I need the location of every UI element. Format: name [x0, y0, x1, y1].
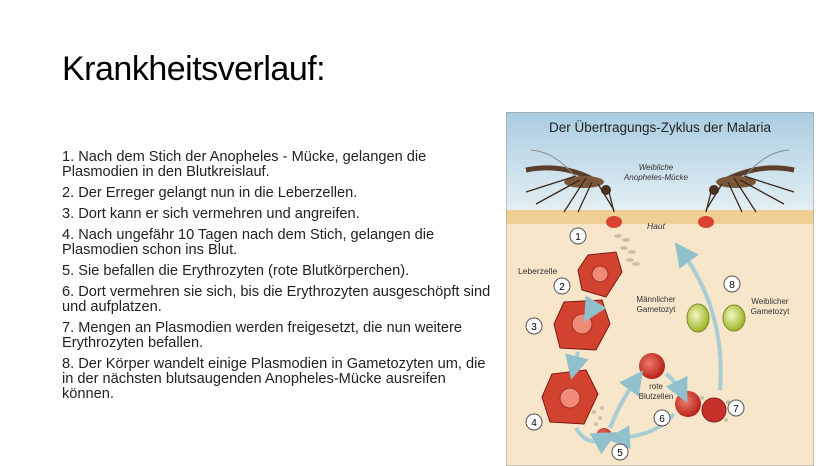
step-1: 1. Nach dem Stich der Anopheles - Mücke, gelangen die Plasmodien in den Blutkreislauf. [62, 149, 427, 180]
malaria-cycle-figure [506, 112, 814, 466]
liver-label: Leberzelle [518, 266, 558, 276]
rbc-group-top [639, 353, 665, 379]
step-6: 6. Dort vermehren sie sich, bis die Erythrozyten ausgeschöpft sind und aufplatzen. [62, 284, 491, 315]
step-3: 3. Dort kann er sich vermehren und angreifen. [62, 206, 360, 222]
male-label-line2: Gametozyt [636, 305, 676, 314]
female-gametocyte-icon [723, 305, 745, 331]
male-gametocyte-icon [687, 304, 709, 332]
mosquito-label-line1: Weibliche [638, 163, 674, 172]
female-label-line1: Weiblicher [751, 297, 789, 306]
svg-text:1: 1 [575, 232, 581, 243]
rbc-label-line1: rote [649, 382, 663, 391]
svg-text:3: 3 [531, 322, 537, 333]
svg-text:7: 7 [733, 404, 739, 415]
mosquito-label-line2: Anopheles-Mücke [623, 173, 689, 182]
skin-label: Haut [647, 221, 665, 231]
badge-6 [654, 410, 670, 426]
badge-5 [612, 444, 628, 460]
svg-text:5: 5 [617, 448, 623, 459]
step-4: 4. Nach ungefähr 10 Tagen nach dem Stich, gelangen die Plasmodien schon ins Blut. [62, 227, 435, 258]
rbc-burst-7 [702, 398, 726, 422]
svg-text:8: 8 [729, 280, 735, 291]
step-5: 5. Sie befallen die Erythrozyten (rote Blutkörperchen). [62, 263, 410, 279]
male-label-line1: Männlicher [636, 295, 676, 304]
figure-title: Der Übertragungs-Zyklus der Malaria [548, 120, 772, 135]
badge-8 [724, 276, 740, 292]
slide-title: Krankheitsverlauf: [62, 50, 326, 88]
svg-text:2: 2 [559, 282, 565, 293]
step-2: 2. Der Erreger gelangt nun in die Leberzellen. [62, 185, 358, 201]
badge-3 [526, 318, 542, 334]
step-8: 8. Der Körper wandelt einige Plasmodien in Gametozyten um, die in der nächsten blutsaugenden Anopheles-Mücke ausreifen können. [62, 356, 486, 402]
badge-2 [554, 278, 570, 294]
badge-7 [728, 400, 744, 416]
rbc-label-line2: Blutzellen [638, 392, 674, 401]
badge-4 [526, 414, 542, 430]
svg-text:4: 4 [531, 418, 537, 429]
female-label-line2: Gametozyt [750, 307, 790, 316]
step-7: 7. Mengen an Plasmodien werden freigesetzt, die nun weitere Erythrozyten befallen. [62, 320, 462, 351]
badge-1 [570, 228, 586, 244]
svg-text:6: 6 [659, 414, 665, 425]
steps-list [62, 150, 494, 408]
